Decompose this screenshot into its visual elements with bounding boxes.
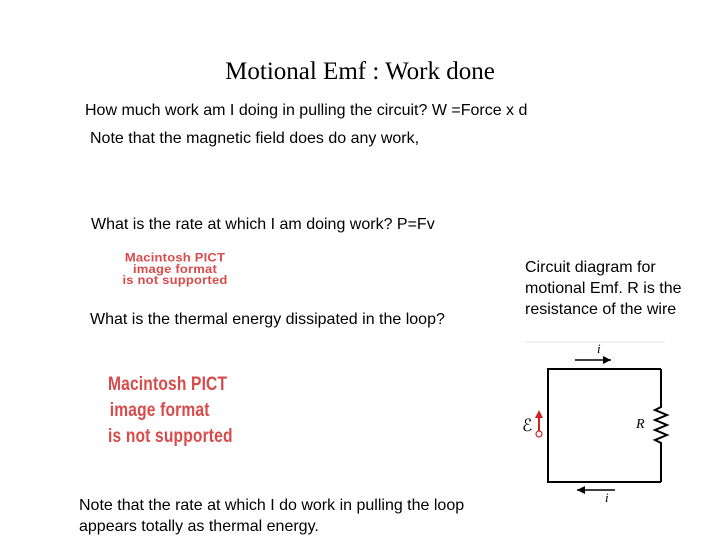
pict-placeholder-small (92, 252, 258, 286)
circuit-caption (525, 257, 682, 320)
circuit-caption-line-3: resistance of the wire (525, 301, 677, 318)
pict-small-line-1: Macintosh PICT (124, 250, 226, 265)
question-work-line: How much work am I doing in pulling the circuit? W =Force x d (85, 102, 528, 119)
resistor-label: R (636, 417, 645, 432)
circuit-diagram (515, 335, 675, 510)
current-arrowhead-bottom (577, 486, 585, 494)
pict-large-line-2: image format (109, 400, 210, 421)
current-label-top: i (597, 341, 601, 356)
question-thermal-line: What is the thermal energy dissipated in the loop? (90, 311, 445, 328)
note-rate-line-1: Note that the rate at which I do work in pulling the loop (79, 497, 465, 514)
pict-placeholder-large (108, 372, 233, 450)
current-arrowhead-top (603, 356, 611, 364)
current-label-bottom: i (605, 490, 609, 505)
note-rate-line-2: appears totally as thermal energy. (79, 518, 319, 535)
pict-small-line-2: image format (132, 261, 218, 276)
emf-arrowhead (535, 410, 543, 418)
circuit-caption-line-1: Circuit diagram for (525, 259, 656, 276)
emf-terminal (536, 431, 542, 437)
resistor-symbol (655, 369, 667, 482)
slide-title: Motional Emf : Work done (225, 58, 495, 85)
emf-label: ℰ (522, 416, 533, 435)
circuit-caption-line-2: motional Emf. R is the (525, 280, 682, 297)
note-magnetic-line: Note that the magnetic field does do any work, (90, 130, 420, 147)
pict-large-line-1: Macintosh PICT (108, 374, 228, 395)
question-rate-line: What is the rate at which I am doing work? P=Fv (91, 216, 435, 233)
pict-small-line-3: is not supported (122, 272, 228, 288)
pict-large-line-3: is not supported (108, 426, 233, 447)
